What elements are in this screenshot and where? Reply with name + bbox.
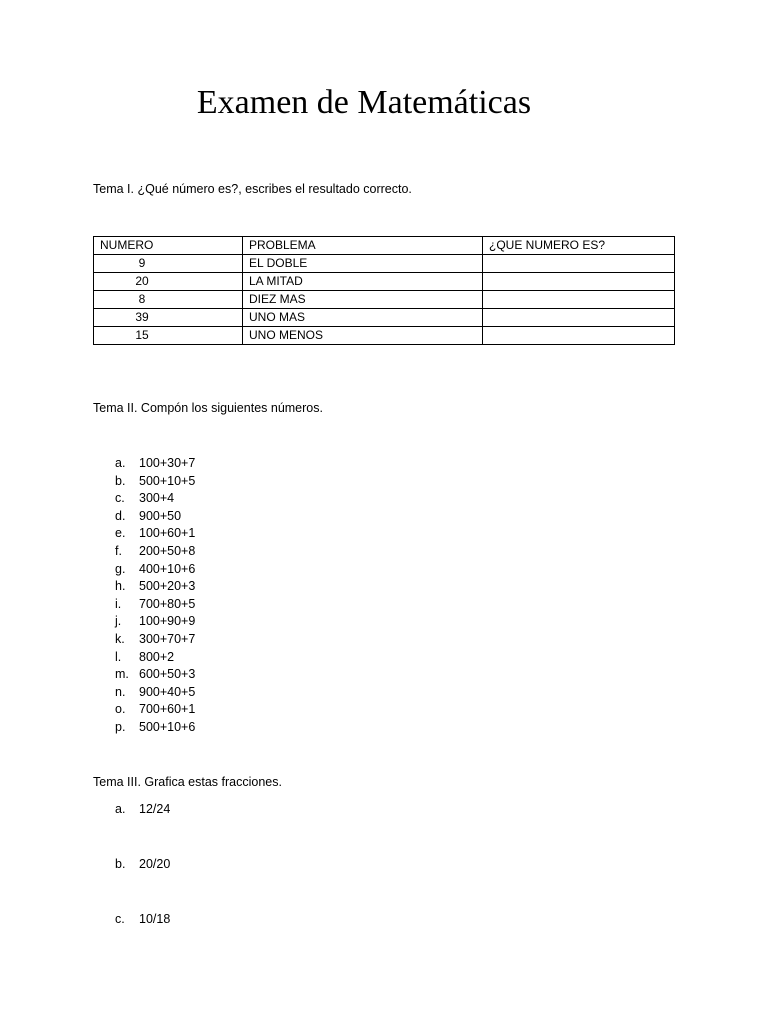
table-row bbox=[94, 327, 675, 345]
list-item-text: 700+80+5 bbox=[139, 596, 196, 611]
answer-table bbox=[93, 236, 675, 345]
list-item-text: 500+10+5 bbox=[139, 473, 196, 488]
list-item bbox=[115, 455, 195, 473]
list-item-text: 12/24 bbox=[139, 802, 171, 816]
list-item bbox=[115, 543, 195, 561]
list-item-text: 10/18 bbox=[139, 912, 171, 926]
list-marker: g. bbox=[115, 561, 126, 576]
list-marker: m. bbox=[115, 667, 129, 682]
list-marker: l. bbox=[115, 649, 122, 664]
list-item-text: 20/20 bbox=[139, 857, 171, 871]
table-row bbox=[94, 309, 675, 327]
list-marker: p. bbox=[115, 719, 126, 734]
list-marker: h. bbox=[115, 579, 126, 594]
list-marker: n. bbox=[115, 684, 126, 699]
list-marker: k. bbox=[115, 631, 125, 646]
list-item bbox=[115, 578, 195, 596]
list-marker: e. bbox=[115, 526, 126, 541]
list-item-text: 200+50+8 bbox=[139, 543, 196, 558]
list-item-text: 900+40+5 bbox=[139, 684, 196, 699]
list-marker: o. bbox=[115, 702, 126, 717]
list-item bbox=[115, 631, 195, 649]
cell-respuesta[interactable] bbox=[483, 309, 675, 327]
cell-respuesta[interactable] bbox=[483, 273, 675, 291]
list-marker: i. bbox=[115, 596, 122, 611]
cell-numero: 20 bbox=[94, 273, 243, 291]
list-marker: a. bbox=[115, 456, 126, 470]
list-item bbox=[115, 490, 195, 508]
list-marker: c. bbox=[115, 912, 125, 926]
tema1-heading: Tema I. ¿Qué número es?, escribes el resultado correcto. bbox=[93, 182, 412, 196]
list-item bbox=[115, 613, 195, 631]
list-item bbox=[115, 596, 195, 614]
list-item-text: 500+20+3 bbox=[139, 579, 196, 594]
tema2-heading: Tema II. Compón los siguientes números. bbox=[93, 401, 323, 415]
cell-problema: EL DOBLE bbox=[243, 255, 483, 273]
list-marker: j. bbox=[115, 614, 122, 629]
list-marker: b. bbox=[115, 857, 126, 871]
composition-list bbox=[115, 455, 195, 737]
cell-problema: DIEZ MAS bbox=[243, 291, 483, 309]
list-item bbox=[115, 473, 195, 491]
list-item bbox=[115, 856, 170, 911]
list-item bbox=[115, 684, 195, 702]
cell-respuesta[interactable] bbox=[483, 327, 675, 345]
column-header-respuesta: ¿QUE NUMERO ES? bbox=[483, 237, 675, 255]
cell-problema: UNO MENOS bbox=[243, 327, 483, 345]
list-marker: c. bbox=[115, 491, 125, 506]
table-row bbox=[94, 255, 675, 273]
cell-respuesta[interactable] bbox=[483, 255, 675, 273]
cell-numero: 9 bbox=[94, 255, 243, 273]
list-item bbox=[115, 701, 195, 719]
page-title: Examen de Matemáticas bbox=[196, 84, 532, 121]
list-marker: a. bbox=[115, 802, 126, 816]
list-item-text: 600+50+3 bbox=[139, 667, 196, 682]
list-item-text: 100+30+7 bbox=[139, 456, 196, 470]
list-item-text: 400+10+6 bbox=[139, 561, 196, 576]
column-header-problema: PROBLEMA bbox=[243, 237, 483, 255]
cell-problema: LA MITAD bbox=[243, 273, 483, 291]
table-header-row bbox=[94, 237, 675, 255]
list-item-text: 100+90+9 bbox=[139, 614, 196, 629]
list-item-text: 300+70+7 bbox=[139, 631, 196, 646]
list-item bbox=[115, 666, 195, 684]
list-item-text: 100+60+1 bbox=[139, 526, 196, 541]
list-item bbox=[115, 561, 195, 579]
column-header-numero: NUMERO bbox=[94, 237, 243, 255]
list-item-text: 700+60+1 bbox=[139, 702, 196, 717]
list-item bbox=[115, 911, 170, 966]
tema3-heading: Tema III. Grafica estas fracciones. bbox=[93, 775, 282, 789]
list-item bbox=[115, 649, 195, 667]
cell-numero: 15 bbox=[94, 327, 243, 345]
list-item bbox=[115, 719, 195, 737]
cell-numero: 39 bbox=[94, 309, 243, 327]
fractions-list bbox=[115, 801, 170, 966]
cell-numero: 8 bbox=[94, 291, 243, 309]
cell-respuesta[interactable] bbox=[483, 291, 675, 309]
list-marker: b. bbox=[115, 473, 126, 488]
list-item bbox=[115, 525, 195, 543]
list-item-text: 300+4 bbox=[139, 491, 175, 506]
list-item bbox=[115, 801, 170, 856]
table-row bbox=[94, 291, 675, 309]
list-marker: f. bbox=[115, 543, 122, 558]
list-item bbox=[115, 508, 195, 526]
list-marker: d. bbox=[115, 508, 126, 523]
list-item-text: 500+10+6 bbox=[139, 719, 196, 734]
cell-problema: UNO MAS bbox=[243, 309, 483, 327]
table-row bbox=[94, 273, 675, 291]
list-item-text: 900+50 bbox=[139, 508, 182, 523]
list-item-text: 800+2 bbox=[139, 649, 175, 664]
